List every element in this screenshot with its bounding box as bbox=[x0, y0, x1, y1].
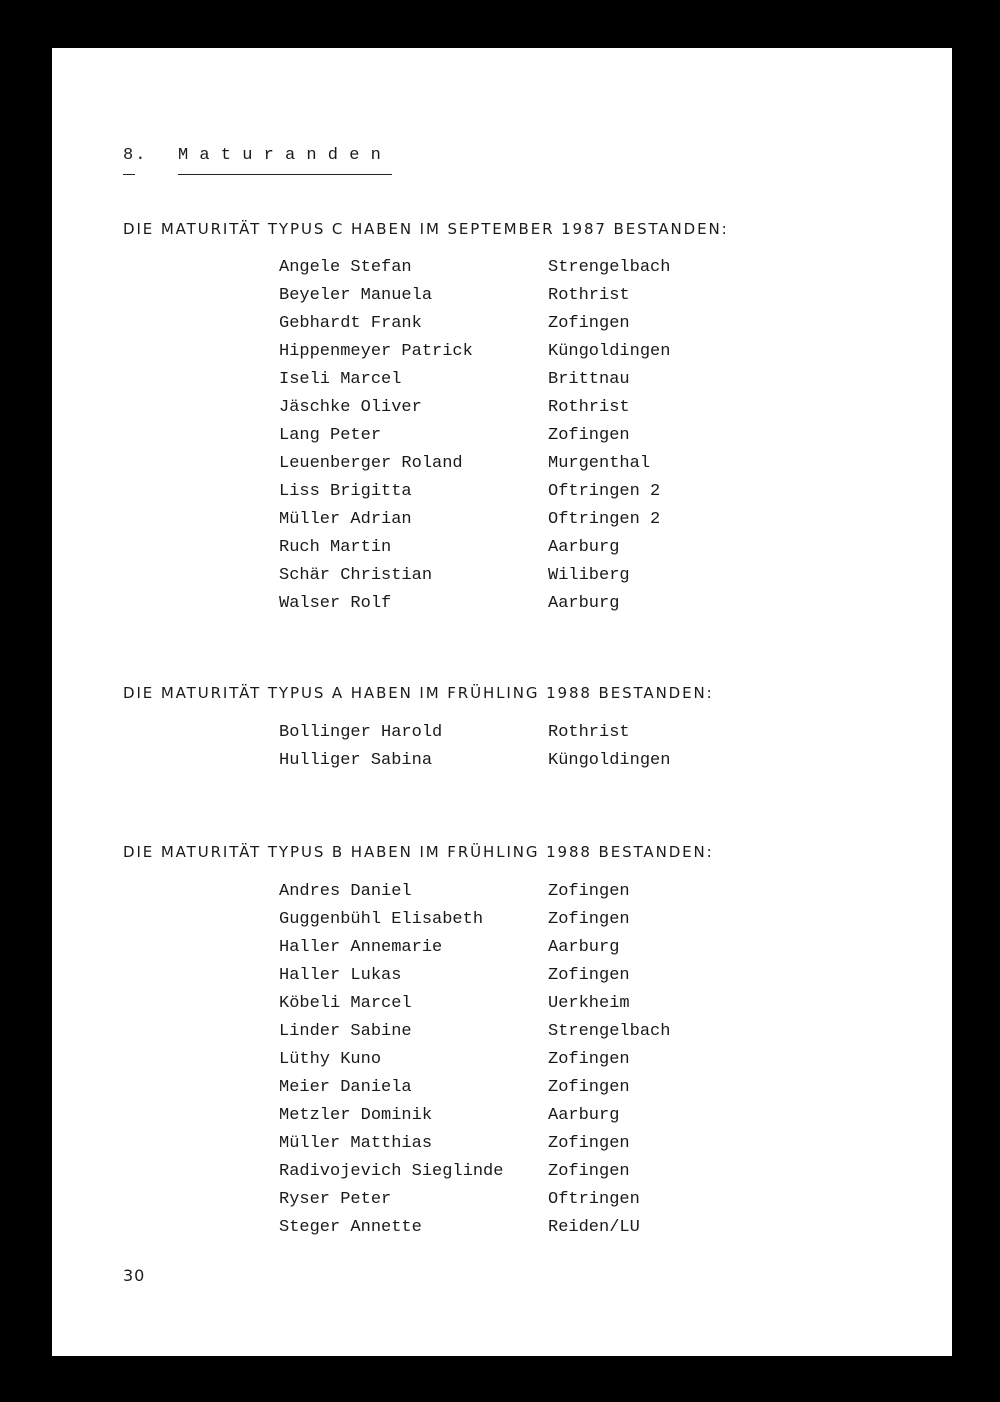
graduate-name: Angele Stefan bbox=[279, 258, 412, 277]
page-number: 30 bbox=[123, 1266, 146, 1285]
graduate-name: Bollinger Harold bbox=[279, 723, 443, 742]
graduate-place: Brittnau bbox=[548, 370, 630, 389]
graduate-place: Zofingen bbox=[548, 1078, 630, 1097]
graduate-place: Zofingen bbox=[548, 882, 630, 901]
graduate-name: Beyeler Manuela bbox=[279, 286, 433, 305]
graduate-name: Guggenbühl Elisabeth bbox=[279, 910, 484, 929]
graduate-place: Zofingen bbox=[548, 966, 630, 985]
graduate-place: Aarburg bbox=[548, 938, 620, 957]
graduate-name: Jäschke Oliver bbox=[279, 398, 422, 417]
section-number: 8. bbox=[123, 146, 148, 165]
section-header-typus-b: DIE MATURITÄT TYPUS B HABEN IM FRÜHLING 1988 BESTANDEN: bbox=[123, 843, 714, 861]
graduate-place: Küngoldingen bbox=[548, 342, 671, 361]
graduate-place: Zofingen bbox=[548, 1050, 630, 1069]
graduate-place: Oftringen 2 bbox=[548, 510, 661, 529]
graduate-name: Meier Daniela bbox=[279, 1078, 412, 1097]
graduate-place: Aarburg bbox=[548, 1106, 620, 1125]
graduate-name: Haller Lukas bbox=[279, 966, 402, 985]
graduate-place: Uerkheim bbox=[548, 994, 630, 1013]
graduate-name: Müller Adrian bbox=[279, 510, 412, 529]
graduate-place: Aarburg bbox=[548, 594, 620, 613]
graduate-name: Hulliger Sabina bbox=[279, 751, 433, 770]
graduate-place: Wiliberg bbox=[548, 566, 630, 585]
graduate-place: Küngoldingen bbox=[548, 751, 671, 770]
graduate-place: Zofingen bbox=[548, 1134, 630, 1153]
document-page bbox=[52, 48, 952, 1356]
section-header-typus-c: DIE MATURITÄT TYPUS C HABEN IM SEPTEMBER 1987 BESTANDEN: bbox=[123, 220, 729, 238]
graduate-name: Linder Sabine bbox=[279, 1022, 412, 1041]
page-title-underline bbox=[178, 174, 392, 175]
graduate-name: Andres Daniel bbox=[279, 882, 412, 901]
graduate-name: Gebhardt Frank bbox=[279, 314, 422, 333]
graduate-name: Ruch Martin bbox=[279, 538, 392, 557]
graduate-place: Aarburg bbox=[548, 538, 620, 557]
graduate-place: Zofingen bbox=[548, 1162, 630, 1181]
graduate-place: Zofingen bbox=[548, 910, 630, 929]
graduate-place: Rothrist bbox=[548, 286, 630, 305]
section-number-underline bbox=[123, 174, 135, 175]
graduate-place: Rothrist bbox=[548, 398, 630, 417]
graduate-name: Radivojevich Sieglinde bbox=[279, 1162, 504, 1181]
graduate-place: Zofingen bbox=[548, 314, 630, 333]
graduate-name: Ryser Peter bbox=[279, 1190, 392, 1209]
graduate-name: Lang Peter bbox=[279, 426, 382, 445]
graduate-name: Liss Brigitta bbox=[279, 482, 412, 501]
graduate-place: Reiden/LU bbox=[548, 1218, 640, 1237]
graduate-name: Leuenberger Roland bbox=[279, 454, 463, 473]
section-header-typus-a: DIE MATURITÄT TYPUS A HABEN IM FRÜHLING 1988 BESTANDEN: bbox=[123, 684, 714, 702]
graduate-place: Strengelbach bbox=[548, 258, 671, 277]
graduate-place: Oftringen bbox=[548, 1190, 640, 1209]
graduate-place: Zofingen bbox=[548, 426, 630, 445]
page-title: Maturanden bbox=[178, 146, 393, 165]
graduate-place: Strengelbach bbox=[548, 1022, 671, 1041]
graduate-name: Müller Matthias bbox=[279, 1134, 433, 1153]
graduate-name: Steger Annette bbox=[279, 1218, 422, 1237]
graduate-name: Schär Christian bbox=[279, 566, 433, 585]
graduate-place: Oftringen 2 bbox=[548, 482, 661, 501]
graduate-name: Iseli Marcel bbox=[279, 370, 402, 389]
graduate-name: Lüthy Kuno bbox=[279, 1050, 382, 1069]
graduate-place: Murgenthal bbox=[548, 454, 651, 473]
graduate-name: Metzler Dominik bbox=[279, 1106, 433, 1125]
graduate-place: Rothrist bbox=[548, 723, 630, 742]
graduate-name: Haller Annemarie bbox=[279, 938, 443, 957]
graduate-name: Köbeli Marcel bbox=[279, 994, 412, 1013]
graduate-name: Walser Rolf bbox=[279, 594, 392, 613]
graduate-name: Hippenmeyer Patrick bbox=[279, 342, 473, 361]
